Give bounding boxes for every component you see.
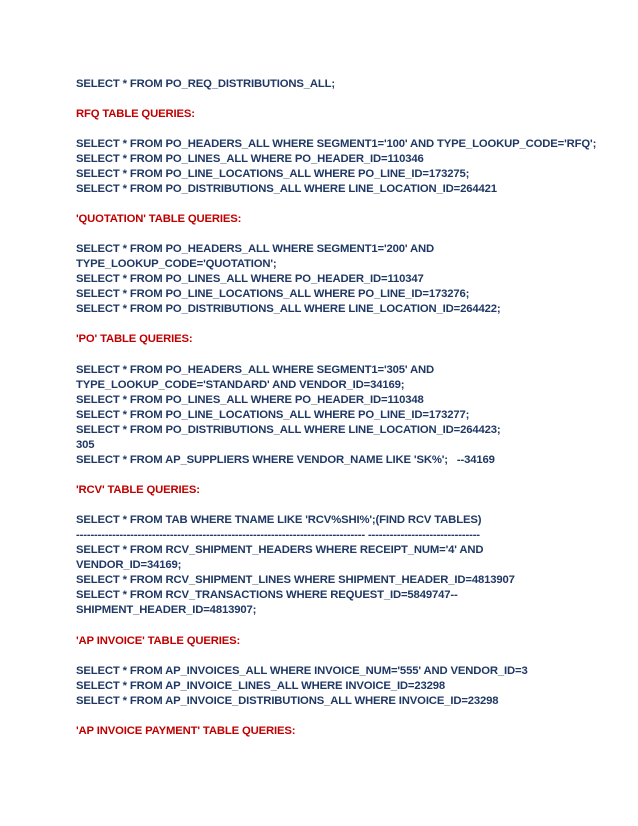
query-line: SELECT * FROM RCV_TRANSACTIONS WHERE REQUEST_ID=5849747--	[76, 589, 458, 601]
query-line: SELECT * FROM AP_INVOICE_LINES_ALL WHERE INVOICE_ID=23298	[76, 680, 446, 692]
query-line: SELECT * FROM TAB WHERE TNAME LIKE 'RCV%SHI%';(FIND RCV TABLES)	[76, 514, 482, 526]
query-line: SELECT * FROM RCV_SHIPMENT_HEADERS WHERE RECEIPT_NUM='4' AND	[76, 544, 484, 556]
query-line: SELECT * FROM PO_DISTRIBUTIONS_ALL WHERE LINE_LOCATION_ID=264423;	[76, 424, 501, 436]
section-heading-ap-invoice-payment: 'AP INVOICE PAYMENT' TABLE QUERIES:	[76, 725, 296, 737]
query-line: SELECT * FROM PO_LINES_ALL WHERE PO_HEADER_ID=110346	[76, 153, 424, 165]
query-line: SELECT * FROM RCV_SHIPMENT_LINES WHERE SHIPMENT_HEADER_ID=4813907	[76, 574, 515, 586]
query-line: 305	[76, 439, 95, 451]
section-heading-rcv: 'RCV' TABLE QUERIES:	[76, 484, 200, 496]
section-heading-po: 'PO' TABLE QUERIES:	[76, 333, 193, 345]
query-line: TYPE_LOOKUP_CODE='STANDARD' AND VENDOR_ID=34169;	[76, 379, 405, 391]
query-line: SELECT * FROM AP_INVOICE_DISTRIBUTIONS_ALL WHERE INVOICE_ID=23298	[76, 695, 499, 707]
query-line: SELECT * FROM PO_LINES_ALL WHERE PO_HEADER_ID=110348	[76, 394, 424, 406]
query-line: SELECT * FROM PO_LINE_LOCATIONS_ALL WHERE PO_LINE_ID=173275;	[76, 168, 470, 180]
section-heading-ap-invoice: 'AP INVOICE' TABLE QUERIES:	[76, 635, 241, 647]
query-line: SELECT * FROM PO_HEADERS_ALL WHERE SEGMENT1='305' AND	[76, 364, 435, 376]
query-line: SELECT * FROM AP_INVOICES_ALL WHERE INVOICE_NUM='555' AND VENDOR_ID=3	[76, 665, 528, 677]
section-heading-quotation: 'QUOTATION' TABLE QUERIES:	[76, 213, 242, 225]
query-line: SELECT * FROM PO_DISTRIBUTIONS_ALL WHERE LINE_LOCATION_ID=264421	[76, 183, 497, 195]
query-line: TYPE_LOOKUP_CODE='QUOTATION';	[76, 258, 277, 270]
query-line: SELECT * FROM PO_LINE_LOCATIONS_ALL WHERE PO_LINE_ID=173277;	[76, 409, 470, 421]
section-heading-rfq: RFQ TABLE QUERIES:	[76, 108, 195, 120]
query-line: SELECT * FROM PO_REQ_DISTRIBUTIONS_ALL;	[76, 78, 336, 90]
separator-line: -------------------------------------------------------------------------------- -------------------------------	[76, 529, 480, 541]
query-line: SELECT * FROM AP_SUPPLIERS WHERE VENDOR_NAME LIKE 'SK%'; --34169	[76, 454, 495, 466]
query-line: SHIPMENT_HEADER_ID=4813907;	[76, 604, 257, 616]
query-line: SELECT * FROM PO_HEADERS_ALL WHERE SEGMENT1='100' AND TYPE_LOOKUP_CODE='RFQ';	[76, 138, 597, 150]
query-line: SELECT * FROM PO_LINES_ALL WHERE PO_HEADER_ID=110347	[76, 273, 424, 285]
query-line: SELECT * FROM PO_DISTRIBUTIONS_ALL WHERE LINE_LOCATION_ID=264422;	[76, 303, 501, 315]
query-line: SELECT * FROM PO_LINE_LOCATIONS_ALL WHERE PO_LINE_ID=173276;	[76, 288, 470, 300]
query-line: VENDOR_ID=34169;	[76, 559, 182, 571]
query-line: SELECT * FROM PO_HEADERS_ALL WHERE SEGMENT1='200' AND	[76, 243, 435, 255]
